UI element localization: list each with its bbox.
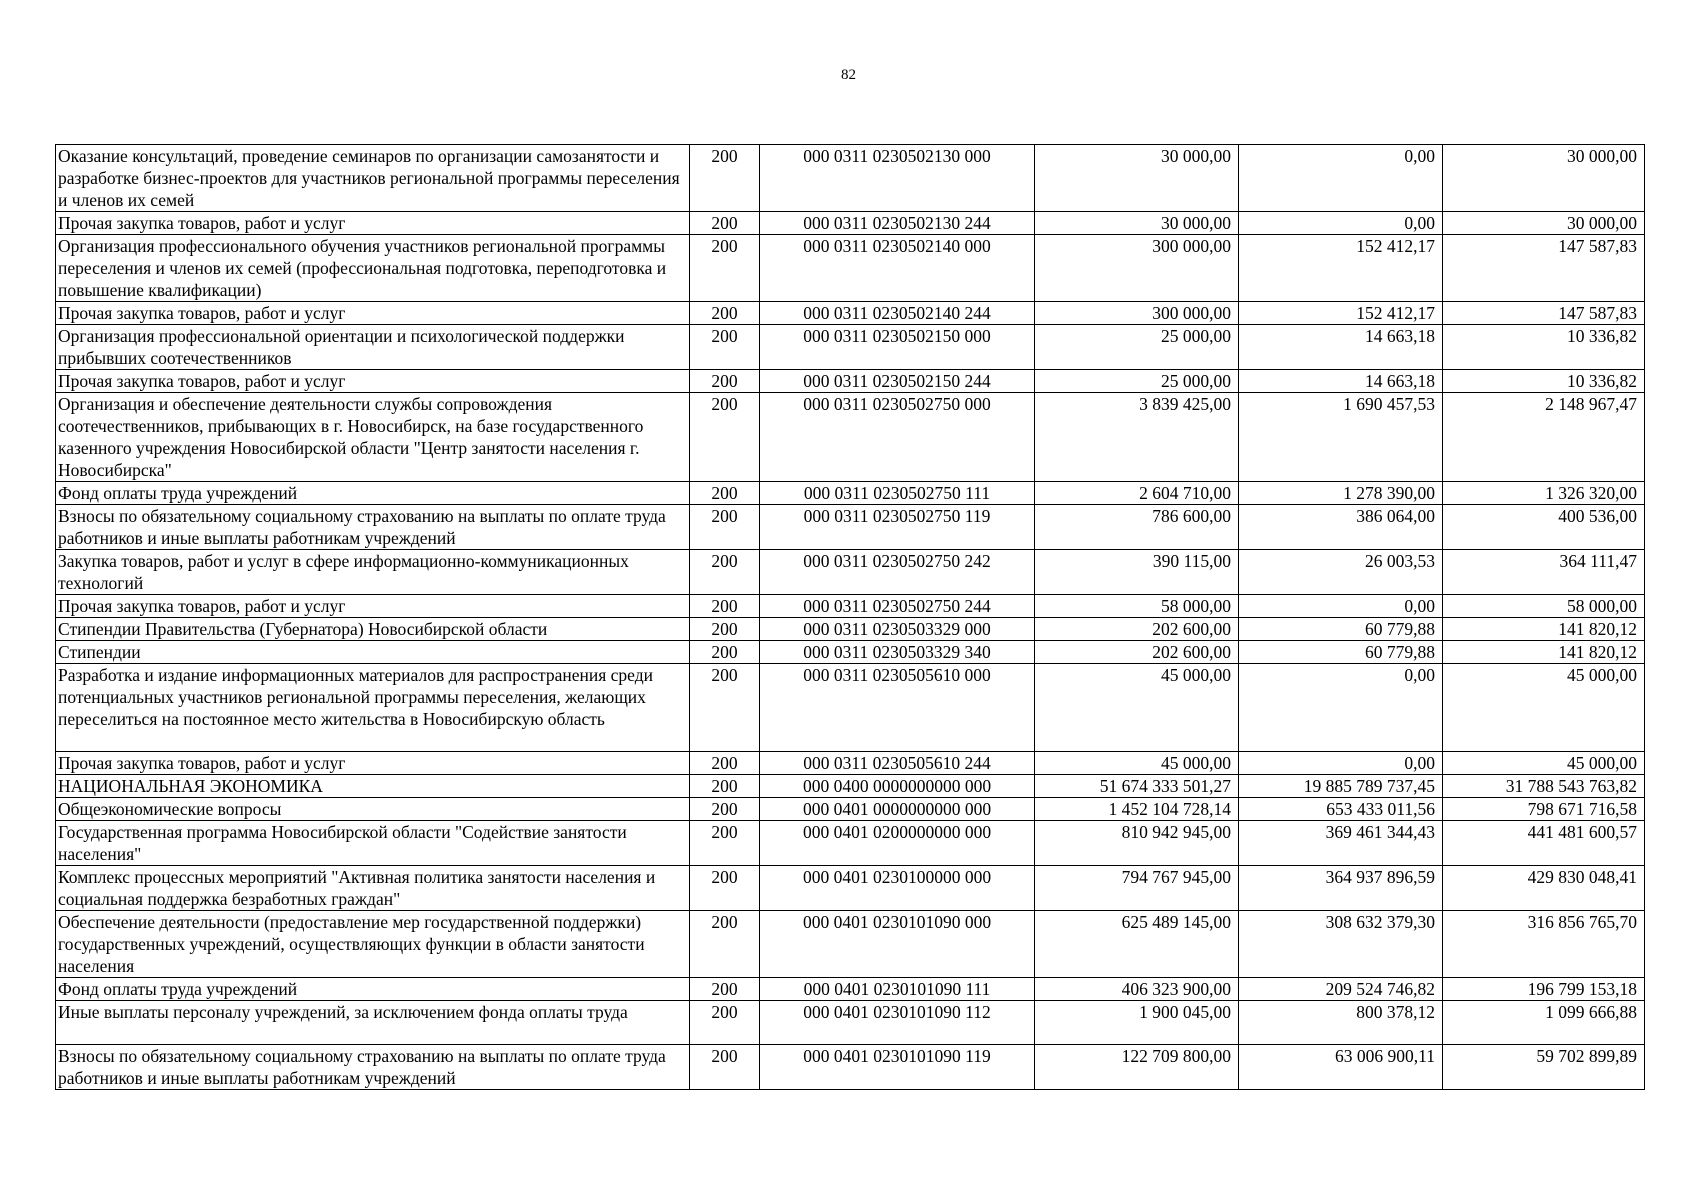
- row-executed-cell: 1 690 457,53: [1239, 393, 1443, 482]
- row-approved-cell: 1 452 104 728,14: [1035, 798, 1239, 821]
- row-executed-cell: 152 412,17: [1239, 302, 1443, 325]
- table-row: [56, 212, 1645, 235]
- table-row: [56, 821, 1645, 866]
- row-code-cell: 200: [690, 550, 760, 595]
- row-approved-cell: 51 674 333 501,27: [1035, 775, 1239, 798]
- row-code-cell: 200: [690, 302, 760, 325]
- row-executed-cell: 209 524 746,82: [1239, 978, 1443, 1001]
- row-code-cell: 200: [690, 775, 760, 798]
- row-approved-cell: 30 000,00: [1035, 212, 1239, 235]
- row-code-cell: 200: [690, 752, 760, 775]
- row-remaining-cell: 45 000,00: [1443, 664, 1645, 752]
- budget-table-body: [56, 145, 1645, 1090]
- row-kbk-cell: 000 0311 0230503329 340: [760, 641, 1035, 664]
- row-executed-cell: 152 412,17: [1239, 235, 1443, 302]
- table-row: [56, 1001, 1645, 1045]
- row-name-cell: Государственная программа Новосибирской области "Содействие занятости населения": [56, 821, 690, 866]
- row-approved-cell: 3 839 425,00: [1035, 393, 1239, 482]
- table-row: [56, 911, 1645, 978]
- row-remaining-cell: 2 148 967,47: [1443, 393, 1645, 482]
- row-approved-cell: 58 000,00: [1035, 595, 1239, 618]
- row-executed-cell: 26 003,53: [1239, 550, 1443, 595]
- row-approved-cell: 810 942 945,00: [1035, 821, 1239, 866]
- row-approved-cell: 794 767 945,00: [1035, 866, 1239, 911]
- row-name-cell: Общеэкономические вопросы: [56, 798, 690, 821]
- row-code-cell: 200: [690, 482, 760, 505]
- row-code-cell: 200: [690, 145, 760, 212]
- row-approved-cell: 1 900 045,00: [1035, 1001, 1239, 1045]
- row-executed-cell: 653 433 011,56: [1239, 798, 1443, 821]
- row-approved-cell: 300 000,00: [1035, 302, 1239, 325]
- row-executed-cell: 14 663,18: [1239, 370, 1443, 393]
- row-approved-cell: 30 000,00: [1035, 145, 1239, 212]
- row-executed-cell: 0,00: [1239, 595, 1443, 618]
- row-remaining-cell: 429 830 048,41: [1443, 866, 1645, 911]
- page-number: 82: [841, 67, 856, 83]
- row-remaining-cell: 31 788 543 763,82: [1443, 775, 1645, 798]
- row-code-cell: 200: [690, 866, 760, 911]
- row-approved-cell: 406 323 900,00: [1035, 978, 1239, 1001]
- row-kbk-cell: 000 0311 0230505610 244: [760, 752, 1035, 775]
- row-approved-cell: 202 600,00: [1035, 618, 1239, 641]
- row-code-cell: 200: [690, 1001, 760, 1045]
- row-name-cell: Прочая закупка товаров, работ и услуг: [56, 370, 690, 393]
- row-approved-cell: 25 000,00: [1035, 370, 1239, 393]
- row-code-cell: 200: [690, 370, 760, 393]
- row-remaining-cell: 1 099 666,88: [1443, 1001, 1645, 1045]
- row-executed-cell: 369 461 344,43: [1239, 821, 1443, 866]
- row-code-cell: 200: [690, 664, 760, 752]
- row-name-cell: Разработка и издание информационных материалов для распространения среди потенциальных участников региональной программы переселения, желающих переселиться на постоянное место жительства в Новосибирскую область: [56, 664, 690, 752]
- row-kbk-cell: 000 0311 0230502750 242: [760, 550, 1035, 595]
- row-code-cell: 200: [690, 1045, 760, 1090]
- row-executed-cell: 800 378,12: [1239, 1001, 1443, 1045]
- row-executed-cell: 0,00: [1239, 664, 1443, 752]
- table-row: [56, 235, 1645, 302]
- row-code-cell: 200: [690, 325, 760, 370]
- row-kbk-cell: 000 0311 0230502750 119: [760, 505, 1035, 550]
- row-kbk-cell: 000 0401 0200000000 000: [760, 821, 1035, 866]
- row-kbk-cell: 000 0311 0230502750 111: [760, 482, 1035, 505]
- row-code-cell: 200: [690, 595, 760, 618]
- row-name-cell: Комплекс процессных мероприятий "Активная политика занятости населения и социальная поддержка безработных граждан": [56, 866, 690, 911]
- row-approved-cell: 390 115,00: [1035, 550, 1239, 595]
- row-kbk-cell: 000 0311 0230502750 244: [760, 595, 1035, 618]
- row-approved-cell: 122 709 800,00: [1035, 1045, 1239, 1090]
- row-executed-cell: 60 779,88: [1239, 618, 1443, 641]
- table-row: [56, 550, 1645, 595]
- row-code-cell: 200: [690, 798, 760, 821]
- row-approved-cell: 202 600,00: [1035, 641, 1239, 664]
- row-remaining-cell: 30 000,00: [1443, 145, 1645, 212]
- table-row: [56, 752, 1645, 775]
- table-row: [56, 302, 1645, 325]
- row-executed-cell: 0,00: [1239, 752, 1443, 775]
- row-kbk-cell: 000 0401 0230101090 119: [760, 1045, 1035, 1090]
- row-code-cell: 200: [690, 641, 760, 664]
- row-code-cell: 200: [690, 978, 760, 1001]
- row-name-cell: Фонд оплаты труда учреждений: [56, 482, 690, 505]
- table-row: [56, 393, 1645, 482]
- row-name-cell: Взносы по обязательному социальному страхованию на выплаты по оплате труда работников и иные выплаты работникам учреждений: [56, 505, 690, 550]
- row-name-cell: Стипендии Правительства (Губернатора) Новосибирской области: [56, 618, 690, 641]
- row-executed-cell: 60 779,88: [1239, 641, 1443, 664]
- row-approved-cell: 2 604 710,00: [1035, 482, 1239, 505]
- row-kbk-cell: 000 0311 0230502750 000: [760, 393, 1035, 482]
- row-kbk-cell: 000 0401 0230101090 000: [760, 911, 1035, 978]
- row-kbk-cell: 000 0401 0230100000 000: [760, 866, 1035, 911]
- row-remaining-cell: 316 856 765,70: [1443, 911, 1645, 978]
- row-name-cell: Прочая закупка товаров, работ и услуг: [56, 595, 690, 618]
- row-kbk-cell: 000 0311 0230503329 000: [760, 618, 1035, 641]
- budget-table: [55, 144, 1645, 1090]
- row-code-cell: 200: [690, 821, 760, 866]
- row-kbk-cell: 000 0311 0230502150 000: [760, 325, 1035, 370]
- row-executed-cell: 1 278 390,00: [1239, 482, 1443, 505]
- row-remaining-cell: 400 536,00: [1443, 505, 1645, 550]
- table-row: [56, 641, 1645, 664]
- row-approved-cell: 45 000,00: [1035, 664, 1239, 752]
- row-name-cell: Организация и обеспечение деятельности службы сопровождения соотечественников, прибывающих в г. Новосибирск, на базе государственного казенного учреждения Новосибирской области "Центр занятости населения г. Новосибирска": [56, 393, 690, 482]
- row-remaining-cell: 147 587,83: [1443, 235, 1645, 302]
- table-row: [56, 145, 1645, 212]
- row-remaining-cell: 147 587,83: [1443, 302, 1645, 325]
- row-executed-cell: 0,00: [1239, 212, 1443, 235]
- row-name-cell: Организация профессионального обучения участников региональной программы переселения и членов их семей (профессиональная подготовка, переподготовка и повышение квалификации): [56, 235, 690, 302]
- row-kbk-cell: 000 0401 0230101090 111: [760, 978, 1035, 1001]
- table-row: [56, 775, 1645, 798]
- row-name-cell: Прочая закупка товаров, работ и услуг: [56, 212, 690, 235]
- row-kbk-cell: 000 0311 0230502140 000: [760, 235, 1035, 302]
- row-remaining-cell: 364 111,47: [1443, 550, 1645, 595]
- row-approved-cell: 786 600,00: [1035, 505, 1239, 550]
- row-remaining-cell: 141 820,12: [1443, 641, 1645, 664]
- row-name-cell: Обеспечение деятельности (предоставление мер государственной поддержки) государственных учреждений, осуществляющих функции в области занятости населения: [56, 911, 690, 978]
- table-row: [56, 866, 1645, 911]
- table-row: [56, 595, 1645, 618]
- row-executed-cell: 0,00: [1239, 145, 1443, 212]
- row-name-cell: Прочая закупка товаров, работ и услуг: [56, 752, 690, 775]
- row-kbk-cell: 000 0311 0230502140 244: [760, 302, 1035, 325]
- table-row: [56, 798, 1645, 821]
- row-remaining-cell: 45 000,00: [1443, 752, 1645, 775]
- row-name-cell: Взносы по обязательному социальному страхованию на выплаты по оплате труда работников и иные выплаты работникам учреждений: [56, 1045, 690, 1090]
- row-kbk-cell: 000 0400 0000000000 000: [760, 775, 1035, 798]
- row-name-cell: Прочая закупка товаров, работ и услуг: [56, 302, 690, 325]
- row-name-cell: Организация профессиональной ориентации и психологической поддержки прибывших соотечественников: [56, 325, 690, 370]
- row-kbk-cell: 000 0311 0230502130 000: [760, 145, 1035, 212]
- row-name-cell: Оказание консультаций, проведение семинаров по организации самозанятости и разработке бизнес-проектов для участников региональной программы переселения и членов их семей: [56, 145, 690, 212]
- row-approved-cell: 45 000,00: [1035, 752, 1239, 775]
- row-name-cell: Стипендии: [56, 641, 690, 664]
- row-executed-cell: 14 663,18: [1239, 325, 1443, 370]
- row-remaining-cell: 196 799 153,18: [1443, 978, 1645, 1001]
- row-executed-cell: 308 632 379,30: [1239, 911, 1443, 978]
- row-code-cell: 200: [690, 505, 760, 550]
- row-code-cell: 200: [690, 618, 760, 641]
- row-remaining-cell: 141 820,12: [1443, 618, 1645, 641]
- row-remaining-cell: 10 336,82: [1443, 370, 1645, 393]
- row-approved-cell: 625 489 145,00: [1035, 911, 1239, 978]
- row-approved-cell: 300 000,00: [1035, 235, 1239, 302]
- row-kbk-cell: 000 0311 0230502130 244: [760, 212, 1035, 235]
- table-row: [56, 505, 1645, 550]
- row-remaining-cell: 58 000,00: [1443, 595, 1645, 618]
- row-name-cell: Иные выплаты персоналу учреждений, за исключением фонда оплаты труда: [56, 1001, 690, 1045]
- row-code-cell: 200: [690, 911, 760, 978]
- row-executed-cell: 364 937 896,59: [1239, 866, 1443, 911]
- table-row: [56, 325, 1645, 370]
- table-row: [56, 978, 1645, 1001]
- table-row: [56, 618, 1645, 641]
- row-remaining-cell: 10 336,82: [1443, 325, 1645, 370]
- table-row: [56, 664, 1645, 752]
- row-kbk-cell: 000 0401 0000000000 000: [760, 798, 1035, 821]
- row-executed-cell: 386 064,00: [1239, 505, 1443, 550]
- row-kbk-cell: 000 0401 0230101090 112: [760, 1001, 1035, 1045]
- row-approved-cell: 25 000,00: [1035, 325, 1239, 370]
- row-remaining-cell: 30 000,00: [1443, 212, 1645, 235]
- row-remaining-cell: 798 671 716,58: [1443, 798, 1645, 821]
- row-executed-cell: 63 006 900,11: [1239, 1045, 1443, 1090]
- table-row: [56, 370, 1645, 393]
- table-row: [56, 1045, 1645, 1090]
- row-code-cell: 200: [690, 393, 760, 482]
- row-code-cell: 200: [690, 212, 760, 235]
- row-remaining-cell: 441 481 600,57: [1443, 821, 1645, 866]
- row-code-cell: 200: [690, 235, 760, 302]
- row-name-cell: НАЦИОНАЛЬНАЯ ЭКОНОМИКА: [56, 775, 690, 798]
- row-remaining-cell: 1 326 320,00: [1443, 482, 1645, 505]
- row-name-cell: Фонд оплаты труда учреждений: [56, 978, 690, 1001]
- table-row: [56, 482, 1645, 505]
- row-executed-cell: 19 885 789 737,45: [1239, 775, 1443, 798]
- row-kbk-cell: 000 0311 0230502150 244: [760, 370, 1035, 393]
- row-name-cell: Закупка товаров, работ и услуг в сфере информационно-коммуникационных технологий: [56, 550, 690, 595]
- row-kbk-cell: 000 0311 0230505610 000: [760, 664, 1035, 752]
- row-remaining-cell: 59 702 899,89: [1443, 1045, 1645, 1090]
